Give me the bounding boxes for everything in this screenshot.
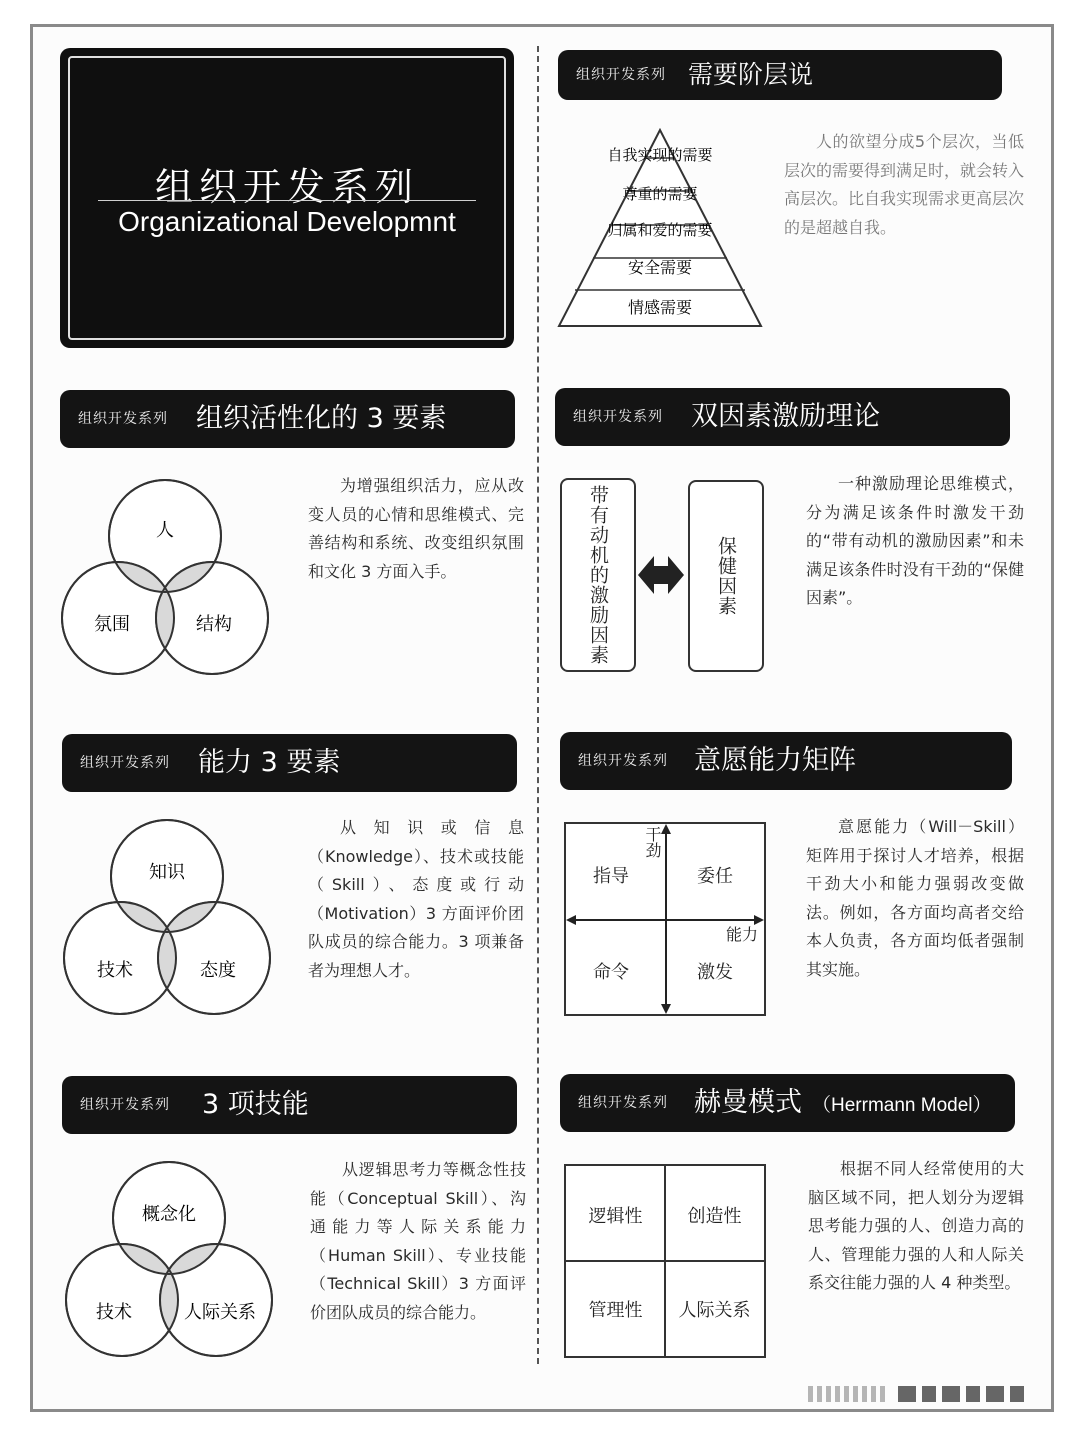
section-header-skills [62, 1076, 517, 1134]
skills-text: 从逻辑思考力等概念性技能（Conceptual Skill）、沟通能力等人际关系能力（Human Skill）、专业技能（Technical Skill）3 方面评价团队成员的综合能力。 [310, 1160, 526, 1322]
venn-activation [60, 478, 272, 678]
series-label: 组织开发系列 [578, 1095, 668, 1111]
herrmann-cell-creative: 创造性 [687, 1206, 742, 1227]
venn-label: 概念化 [142, 1204, 196, 1225]
section-header-hierarchy [558, 50, 1002, 100]
series-label: 组织开发系列 [573, 409, 663, 425]
section-header-herrmann [560, 1074, 1015, 1132]
motivator-label: 带有动机的激励因素 [587, 485, 609, 665]
herrmann-subtitle: （Herrmann Model） [812, 1095, 992, 1116]
venn-label: 态度 [200, 960, 236, 981]
venn-label: 技术 [97, 960, 133, 981]
herrmann-title: 赫曼模式 [694, 1087, 802, 1118]
hero-title: 组织开发系列 [154, 165, 419, 209]
y-axis-label: 干劲 [643, 826, 662, 858]
pyramid-level-3: 归属和爱的需要 [607, 221, 713, 239]
double-arrow-icon [638, 552, 684, 598]
series-label: 组织开发系列 [576, 67, 666, 83]
section-title: 组织活性化的 3 要素 [196, 403, 447, 434]
ability-text: 从知识或信息（Knowledge）、技术或技能（Skill）、态度或行动（Motivation）3 方面评价团队成员的综合能力。3 项兼备者为理想人才。 [308, 818, 524, 980]
matrix-axes [566, 824, 764, 1014]
series-label: 组织开发系列 [80, 1097, 170, 1113]
section-title [694, 1074, 992, 1135]
will-skill-matrix [564, 822, 766, 1016]
section-header-will-skill [560, 732, 1012, 790]
matrix-cell-command: 命令 [593, 962, 629, 983]
hero-banner [60, 48, 514, 348]
hierarchy-text: 人的欲望分成5个层次，当低层次的需要得到满足时，就会转入高层次。比自我实现需求更高层次的是超越自我。 [784, 132, 1025, 237]
hygiene-box [688, 480, 764, 672]
column-divider [537, 46, 539, 1364]
section-title: 双因素激励理论 [691, 401, 880, 432]
activation-text: 为增强组织活力，应从改变人员的心情和思维模式、完善结构和系统、改变组织氛围和文化 3 方面入手。 [308, 476, 524, 581]
herrmann-text: 根据不同人经常使用的大脑区域不同，把人划分为逻辑思考能力强的人、创造力高的人、管理能力强的人和人际关系交往能力强的人 4 种类型。 [808, 1159, 1024, 1292]
herrmann-cell-logic: 逻辑性 [588, 1206, 643, 1227]
section-title: 意愿能力矩阵 [694, 745, 856, 776]
pyramid-level-1: 自我实现的需要 [607, 146, 713, 164]
section-title: 能力 3 要素 [198, 747, 341, 778]
series-label: 组织开发系列 [80, 755, 170, 771]
pyramid-level-4: 安全需要 [627, 258, 693, 277]
hero-divider-line [98, 200, 476, 201]
venn-label: 技术 [96, 1302, 132, 1323]
section-title: 需要阶层说 [688, 60, 814, 89]
needs-pyramid [555, 128, 770, 333]
section-header-ability [62, 734, 517, 792]
matrix-cell-guide: 指导 [593, 866, 629, 887]
pyramid-level-5: 情感需要 [627, 298, 693, 317]
series-label: 组织开发系列 [78, 411, 168, 427]
herrmann-cell-management: 管理性 [588, 1300, 643, 1321]
section-header-two-factor [555, 388, 1010, 446]
venn-label: 知识 [149, 862, 185, 883]
x-axis-label: 能力 [725, 925, 758, 944]
series-label: 组织开发系列 [578, 753, 668, 769]
hero-subtitle: Organizational Developmnt [118, 206, 456, 237]
will-skill-text: 意愿能力（Will－Skill）矩阵用于探讨人才培养，根据干劲大小和能力强弱改变做法。例如，各方面均高者交给本人负责，各方面均低者强制其实施。 [806, 817, 1024, 979]
motivator-box [560, 478, 636, 672]
two-factor-text: 一种激励理论思维模式，分为满足该条件时激发干劲的“带有动机的激励因素”和未满足该条件时没有干劲的“保健因素”。 [806, 474, 1024, 607]
matrix-cell-motivate: 激发 [697, 962, 733, 983]
venn-skills [62, 1160, 274, 1360]
venn-label: 人 [156, 520, 174, 541]
herrmann-cell-interpersonal: 人际关系 [678, 1300, 751, 1321]
grid-lines [566, 1166, 764, 1356]
watermark-icon [808, 1380, 1058, 1406]
venn-label: 人际关系 [184, 1302, 256, 1323]
herrmann-grid [564, 1164, 766, 1358]
venn-label: 结构 [196, 614, 232, 635]
venn-label: 氛围 [94, 614, 130, 635]
section-title: 3 项技能 [202, 1089, 309, 1120]
section-header-activation [60, 390, 515, 448]
hygiene-label: 保健因素 [715, 536, 737, 616]
pyramid-level-2: 尊重的需要 [622, 185, 698, 203]
matrix-cell-delegate: 委任 [697, 866, 733, 887]
venn-ability [60, 818, 272, 1018]
